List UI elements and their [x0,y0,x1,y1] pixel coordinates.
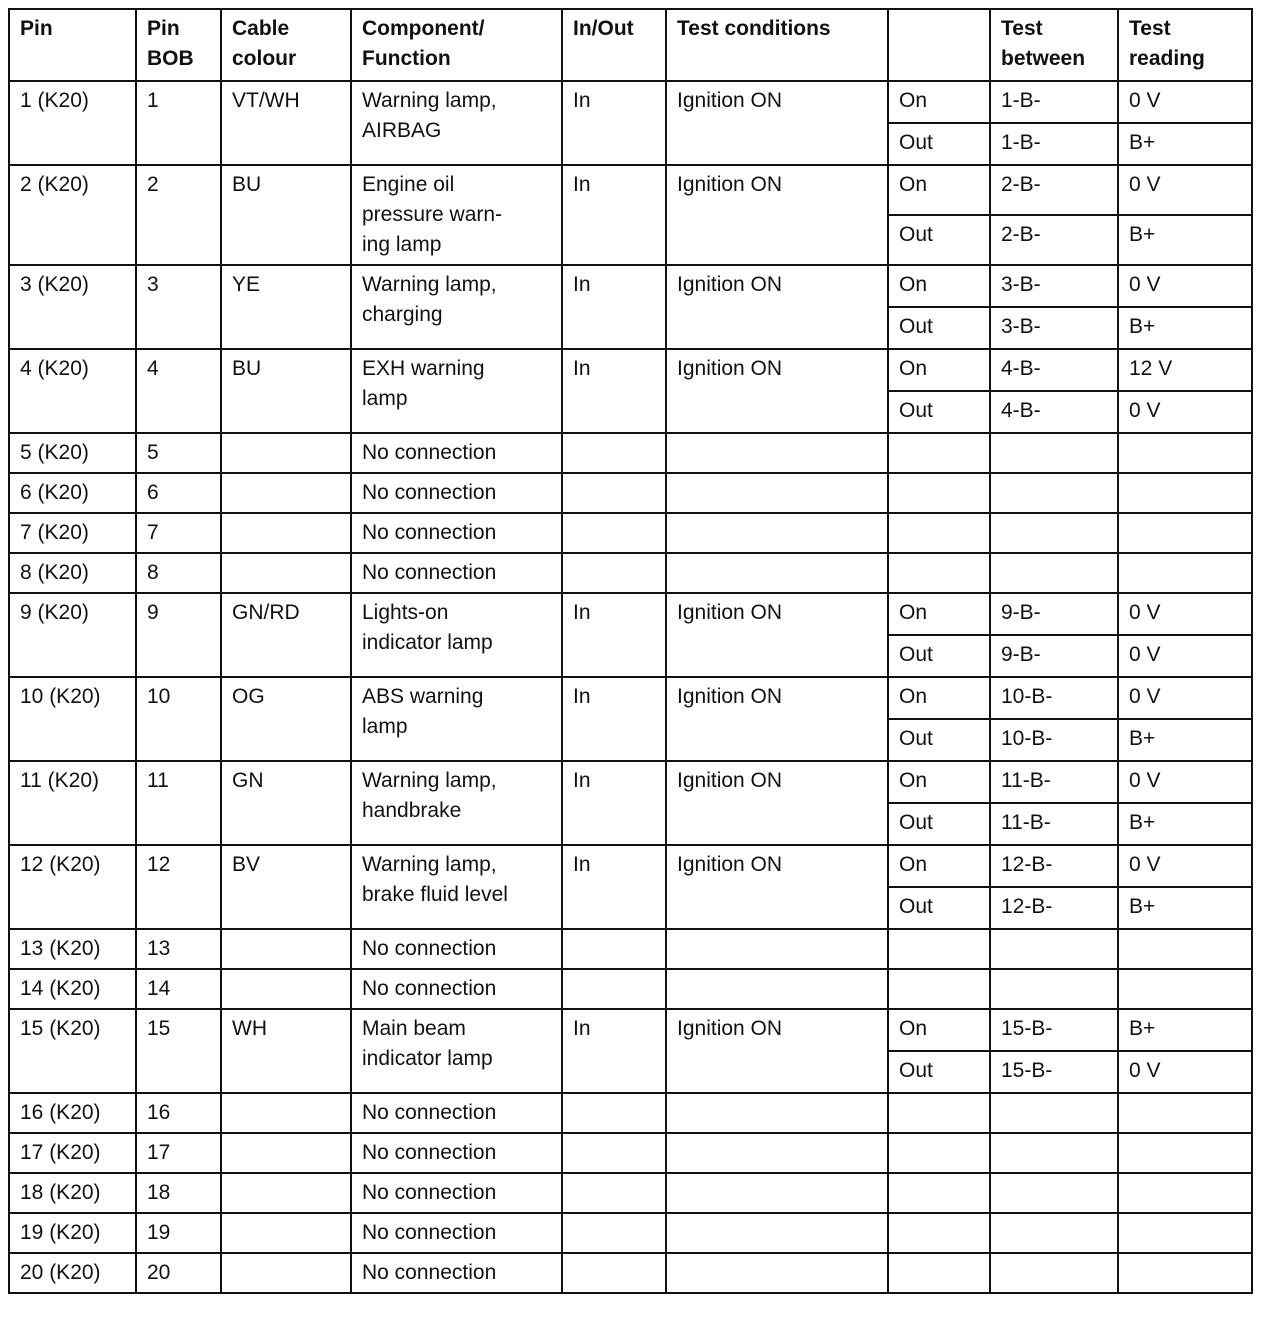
component-line: charging [362,303,443,326]
cell-test-conditions [666,929,888,969]
cell-test-reading: B+ [1118,215,1252,265]
cell-pin: 2 (K20) [9,165,136,265]
component-line: Warning lamp, [362,273,497,296]
cell-cable-colour [221,929,351,969]
table-row [9,349,1252,391]
cell-pin-bob: 1 [136,81,221,165]
cell-component [351,1253,562,1293]
cell-test-reading: B+ [1118,887,1252,929]
cell-test-conditions [666,1093,888,1133]
cell-test-conditions [666,553,888,593]
cell-state: On [888,845,990,887]
cell-test-reading: B+ [1118,719,1252,761]
cell-state [888,1173,990,1213]
cell-component [351,81,562,165]
component-line: No connection [362,1101,497,1124]
cell-test-conditions: Ignition ON [666,81,888,165]
cell-cable-colour: GN [221,761,351,845]
cell-pin-bob: 16 [136,1093,221,1133]
cell-test-between: 10-B- [990,677,1118,719]
cell-cable-colour [221,553,351,593]
cell-test-between [990,473,1118,513]
table-row [9,1173,1252,1213]
cell-test-conditions [666,433,888,473]
cell-state: On [888,265,990,307]
cell-test-conditions: Ignition ON [666,265,888,349]
cell-test-between: 4-B- [990,391,1118,433]
table-row [9,1133,1252,1173]
component-line: Warning lamp, [362,769,497,792]
cell-state [888,1093,990,1133]
cell-test-between: 15-B- [990,1009,1118,1051]
header-test-reading: Test reading [1118,9,1252,81]
cell-test-between [990,513,1118,553]
cell-test-reading: 0 V [1118,845,1252,887]
component-line: handbrake [362,799,462,822]
cell-state [888,473,990,513]
cell-state: On [888,1009,990,1051]
cell-pin: 15 (K20) [9,1009,136,1093]
cell-state: On [888,677,990,719]
cell-in-out [562,553,666,593]
cell-pin-bob: 18 [136,1173,221,1213]
component-line: lamp [362,715,408,738]
cell-test-between: 9-B- [990,635,1118,677]
cell-component [351,553,562,593]
cell-component [351,265,562,349]
table-row [9,265,1252,307]
cell-test-between: 3-B- [990,307,1118,349]
cell-in-out [562,1253,666,1293]
cell-pin-bob: 10 [136,677,221,761]
cell-pin: 20 (K20) [9,1253,136,1293]
component-line: brake fluid level [362,883,508,906]
cell-test-reading [1118,433,1252,473]
cell-state: On [888,81,990,123]
header-pin-bob: Pin BOB [136,9,221,81]
cell-in-out: In [562,761,666,845]
component-line: indicator lamp [362,631,493,654]
cell-test-between: 12-B- [990,845,1118,887]
cell-test-conditions [666,1213,888,1253]
header-cable-colour: Cable colour [221,9,351,81]
cell-pin-bob: 9 [136,593,221,677]
component-line: No connection [362,521,497,544]
cell-pin-bob: 6 [136,473,221,513]
cell-in-out [562,513,666,553]
cell-test-between [990,433,1118,473]
cell-pin-bob: 20 [136,1253,221,1293]
pin-assignment-table [8,8,1253,1294]
cell-cable-colour [221,1173,351,1213]
cell-component [351,677,562,761]
table-row [9,1093,1252,1133]
cell-pin: 7 (K20) [9,513,136,553]
cell-cable-colour [221,1253,351,1293]
cell-component [351,165,562,265]
cell-cable-colour [221,473,351,513]
cell-test-between [990,1213,1118,1253]
table-row [9,677,1252,719]
cell-test-reading: 0 V [1118,635,1252,677]
header-in-out: In/Out [562,9,666,81]
cell-cable-colour: YE [221,265,351,349]
cell-in-out: In [562,593,666,677]
cell-test-reading: 0 V [1118,1051,1252,1093]
component-line: Main beam [362,1017,466,1040]
cell-test-between [990,969,1118,1009]
table-row [9,553,1252,593]
cell-in-out [562,969,666,1009]
cell-component [351,1009,562,1093]
cell-state: Out [888,887,990,929]
cell-cable-colour [221,1093,351,1133]
cell-pin: 6 (K20) [9,473,136,513]
component-line: AIRBAG [362,119,442,142]
cell-test-between [990,1093,1118,1133]
cell-pin: 16 (K20) [9,1093,136,1133]
cell-state: On [888,165,990,215]
cell-test-reading: 0 V [1118,265,1252,307]
cell-component [351,1213,562,1253]
cell-test-between: 11-B- [990,803,1118,845]
cell-in-out: In [562,165,666,265]
cell-cable-colour: WH [221,1009,351,1093]
cell-state: Out [888,719,990,761]
cell-test-conditions: Ignition ON [666,349,888,433]
cell-pin-bob: 8 [136,553,221,593]
cell-cable-colour: OG [221,677,351,761]
cell-test-reading: 0 V [1118,761,1252,803]
cell-pin-bob: 14 [136,969,221,1009]
cell-test-reading: 0 V [1118,81,1252,123]
table-row [9,1253,1252,1293]
component-line: No connection [362,1141,497,1164]
cell-test-reading [1118,553,1252,593]
cell-component [351,593,562,677]
cell-component [351,513,562,553]
cell-pin-bob: 7 [136,513,221,553]
cell-cable-colour [221,433,351,473]
cell-test-conditions: Ignition ON [666,593,888,677]
cell-cable-colour [221,1133,351,1173]
cell-pin: 8 (K20) [9,553,136,593]
cell-test-reading [1118,1213,1252,1253]
header-pin: Pin [9,9,136,81]
cell-pin-bob: 13 [136,929,221,969]
cell-cable-colour: BU [221,349,351,433]
cell-cable-colour: VT/WH [221,81,351,165]
cell-pin: 9 (K20) [9,593,136,677]
cell-state: Out [888,391,990,433]
component-line: Warning lamp, [362,853,497,876]
cell-test-between [990,929,1118,969]
cell-test-reading: 0 V [1118,677,1252,719]
cell-cable-colour [221,513,351,553]
cell-component [351,1173,562,1213]
cell-pin: 4 (K20) [9,349,136,433]
cell-in-out: In [562,81,666,165]
cell-state [888,1213,990,1253]
cell-test-conditions [666,1253,888,1293]
component-line: Warning lamp, [362,89,497,112]
table-row [9,433,1252,473]
cell-state [888,1133,990,1173]
cell-test-reading [1118,1133,1252,1173]
cell-cable-colour: GN/RD [221,593,351,677]
cell-state [888,433,990,473]
cell-state [888,969,990,1009]
cell-cable-colour [221,969,351,1009]
cell-test-conditions [666,473,888,513]
cell-in-out [562,1093,666,1133]
cell-in-out: In [562,265,666,349]
cell-component [351,845,562,929]
cell-pin-bob: 5 [136,433,221,473]
cell-test-between: 15-B- [990,1051,1118,1093]
cell-test-reading: B+ [1118,307,1252,349]
cell-cable-colour: BU [221,165,351,265]
table-row [9,1009,1252,1051]
table-row [9,165,1252,215]
component-line: No connection [362,561,497,584]
cell-pin: 3 (K20) [9,265,136,349]
cell-test-between: 3-B- [990,265,1118,307]
cell-pin-bob: 11 [136,761,221,845]
cell-test-reading [1118,929,1252,969]
cell-test-conditions: Ignition ON [666,677,888,761]
table-row [9,761,1252,803]
cell-test-reading [1118,473,1252,513]
cell-pin: 1 (K20) [9,81,136,165]
component-line: No connection [362,1181,497,1204]
cell-in-out [562,473,666,513]
cell-state [888,553,990,593]
table-body [9,81,1252,1293]
cell-test-between: 10-B- [990,719,1118,761]
cell-test-reading: B+ [1118,123,1252,165]
cell-test-reading: 0 V [1118,593,1252,635]
cell-component [351,929,562,969]
cell-state: On [888,349,990,391]
cell-component [351,349,562,433]
cell-state: On [888,761,990,803]
cell-test-reading: 0 V [1118,391,1252,433]
cell-state: Out [888,803,990,845]
cell-in-out [562,1133,666,1173]
cell-test-conditions [666,969,888,1009]
component-line: No connection [362,441,497,464]
cell-test-conditions [666,1133,888,1173]
cell-test-conditions: Ignition ON [666,761,888,845]
cell-in-out [562,929,666,969]
cell-test-between: 1-B- [990,123,1118,165]
cell-state: On [888,593,990,635]
component-line: lamp [362,387,408,410]
cell-component [351,433,562,473]
cell-test-reading [1118,1173,1252,1213]
cell-test-between: 11-B- [990,761,1118,803]
cell-pin-bob: 17 [136,1133,221,1173]
cell-cable-colour [221,1213,351,1253]
cell-test-between: 2-B- [990,165,1118,215]
cell-pin: 5 (K20) [9,433,136,473]
cell-in-out: In [562,1009,666,1093]
cell-in-out [562,1213,666,1253]
component-line: No connection [362,1221,497,1244]
cell-state: Out [888,307,990,349]
cell-test-reading: 0 V [1118,165,1252,215]
component-line: EXH warning [362,357,485,380]
cell-test-between [990,1173,1118,1213]
cell-test-reading: B+ [1118,803,1252,845]
component-line: indicator lamp [362,1047,493,1070]
table-row [9,473,1252,513]
cell-pin: 12 (K20) [9,845,136,929]
component-line: ing lamp [362,233,442,256]
cell-test-conditions [666,513,888,553]
cell-in-out [562,433,666,473]
header-row [9,9,1252,81]
cell-test-conditions: Ignition ON [666,845,888,929]
cell-state: Out [888,215,990,265]
cell-component [351,1133,562,1173]
cell-component [351,969,562,1009]
cell-test-reading [1118,1093,1252,1133]
cell-test-between: 4-B- [990,349,1118,391]
component-line: Lights-on [362,601,449,624]
cell-pin-bob: 12 [136,845,221,929]
table-row [9,513,1252,553]
cell-state: Out [888,123,990,165]
component-line: No connection [362,977,497,1000]
cell-pin-bob: 3 [136,265,221,349]
component-line: ABS warning [362,685,484,708]
cell-test-reading [1118,1253,1252,1293]
cell-cable-colour: BV [221,845,351,929]
table-row [9,929,1252,969]
cell-test-reading [1118,969,1252,1009]
cell-test-between [990,1253,1118,1293]
cell-component [351,473,562,513]
cell-state [888,513,990,553]
cell-pin: 13 (K20) [9,929,136,969]
cell-test-conditions: Ignition ON [666,1009,888,1093]
cell-state [888,1253,990,1293]
component-line: No connection [362,481,497,504]
cell-in-out [562,1173,666,1213]
header-test-between: Test between [990,9,1118,81]
cell-pin-bob: 4 [136,349,221,433]
cell-state [888,929,990,969]
cell-pin-bob: 19 [136,1213,221,1253]
header-component-function: Component/ Function [351,9,562,81]
table-row [9,969,1252,1009]
cell-in-out: In [562,677,666,761]
component-line: No connection [362,937,497,960]
cell-pin: 19 (K20) [9,1213,136,1253]
cell-component [351,1093,562,1133]
cell-state: Out [888,1051,990,1093]
cell-test-between: 12-B- [990,887,1118,929]
cell-test-reading: B+ [1118,1009,1252,1051]
cell-test-reading: 12 V [1118,349,1252,391]
cell-test-conditions [666,1173,888,1213]
cell-pin: 11 (K20) [9,761,136,845]
cell-test-reading [1118,513,1252,553]
cell-test-between [990,553,1118,593]
cell-pin: 17 (K20) [9,1133,136,1173]
cell-test-conditions: Ignition ON [666,165,888,265]
header-test-conditions: Test conditions [666,9,888,81]
cell-in-out: In [562,845,666,929]
cell-test-between: 1-B- [990,81,1118,123]
table-row [9,1213,1252,1253]
component-line: No connection [362,1261,497,1284]
cell-pin-bob: 15 [136,1009,221,1093]
cell-in-out: In [562,349,666,433]
component-line: pressure warn- [362,203,503,226]
cell-state: Out [888,635,990,677]
table-row [9,81,1252,123]
cell-pin: 10 (K20) [9,677,136,761]
cell-test-between: 9-B- [990,593,1118,635]
cell-pin: 18 (K20) [9,1173,136,1213]
cell-test-between: 2-B- [990,215,1118,265]
cell-component [351,761,562,845]
cell-test-between [990,1133,1118,1173]
header-state [888,9,990,81]
cell-pin: 14 (K20) [9,969,136,1009]
component-line: Engine oil [362,173,455,196]
cell-pin-bob: 2 [136,165,221,265]
table-row [9,845,1252,887]
table-row [9,593,1252,635]
